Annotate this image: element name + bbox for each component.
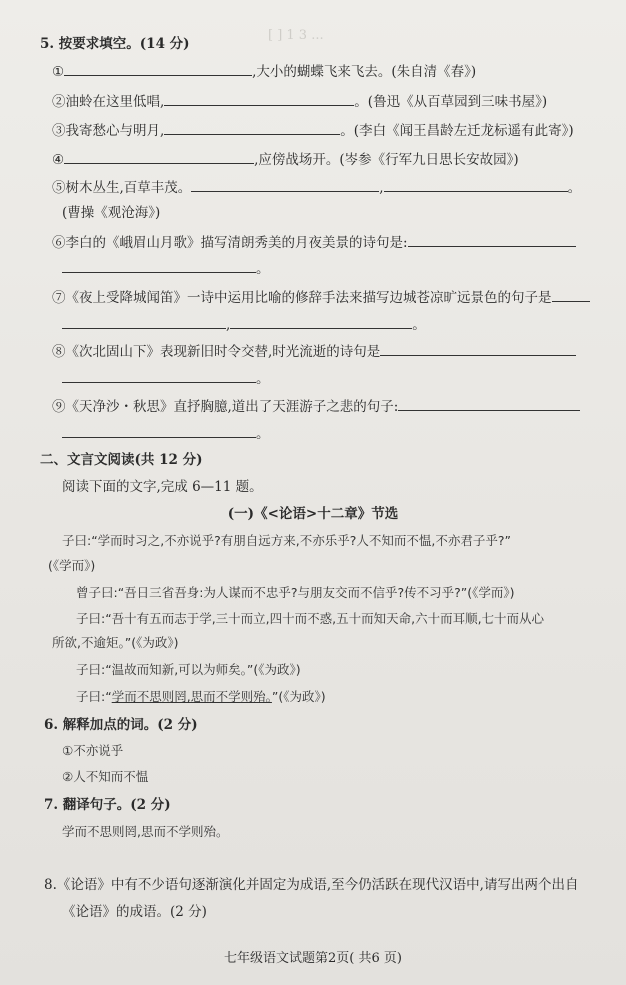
- q5-item-7: ⑦《夜上受降城闻笛》一诗中运用比喻的修辞手法来描写边城苍凉旷远景色的句子是: [52, 288, 626, 307]
- answer-blank[interactable]: [398, 397, 580, 411]
- passage-line: 曾子曰:“吾日三省吾身:为人谋而不忠乎?与朋友交而不信乎?传不习乎?”(《学而》): [76, 585, 515, 600]
- q5-item-9: ⑨《天净沙・秋思》直抒胸臆,道出了天涯游子之悲的句子:: [52, 397, 626, 416]
- q5-item-9-cont: 。: [62, 424, 626, 443]
- answer-blank[interactable]: [380, 342, 576, 356]
- answer-blank[interactable]: [408, 233, 576, 247]
- passage-line: (《学而》): [48, 558, 96, 573]
- q6-item-1: ①不亦说乎: [62, 743, 124, 758]
- q5-item-6: ⑥李白的《峨眉山月歌》描写清朗秀美的月夜美景的诗句是:: [52, 233, 626, 252]
- q6-header: 6. 解释加点的词。(2 分): [44, 717, 198, 733]
- answer-blank[interactable]: [552, 288, 590, 302]
- answer-blank[interactable]: [230, 315, 412, 329]
- q8-line-2: 《论语》的成语。(2 分): [62, 904, 207, 920]
- q7-header: 7. 翻译句子。(2 分): [44, 797, 171, 813]
- passage-line: 所欲,不逾矩。”(《为政》): [52, 635, 179, 650]
- answer-blank[interactable]: [64, 150, 254, 164]
- q5-item-8: ⑧《次北固山下》表现新旧时令交替,时光流逝的诗句是: [52, 342, 626, 361]
- answer-blank[interactable]: [384, 178, 568, 192]
- passage-line-underlined: 子曰:“学而不思则罔,思而不学则殆。”(《为政》): [76, 689, 326, 704]
- answer-blank[interactable]: [62, 315, 226, 329]
- answer-blank[interactable]: [191, 178, 379, 192]
- q5-item-5: ⑤树木丛生,百草丰茂。 , 。: [52, 180, 582, 196]
- answer-blank[interactable]: [164, 121, 340, 135]
- faint-bleedthrough-text: [ ] 1 3 ...: [268, 28, 324, 43]
- q5-item-6-cont: 。: [62, 259, 626, 278]
- q7-sentence: 学而不思则罔,思而不学则殆。: [62, 824, 229, 839]
- q5-item-5-source: (曹操《观沧海》): [62, 205, 161, 221]
- passage-line: 子曰:“吾十有五而志于学,三十而立,四十而不惑,五十而知天命,六十而耳顺,七十而从心: [76, 611, 545, 626]
- passage-title: (一)《<论语>十二章》节选: [227, 506, 399, 522]
- answer-blank[interactable]: [164, 92, 354, 106]
- answer-blank[interactable]: [62, 259, 256, 273]
- answer-blank[interactable]: [62, 369, 256, 383]
- section2-header: 二、文言文阅读(共 12 分): [40, 452, 203, 468]
- q6-item-2: ②人不知而不愠: [62, 769, 149, 784]
- page-footer: 七年级语文试题第2页( 共6 页): [224, 951, 402, 966]
- passage-line: 子曰:“温故而知新,可以为师矣。”(《为政》): [76, 662, 301, 677]
- answer-blank[interactable]: [62, 424, 256, 438]
- q5-item-3: ③我寄愁心与明月, 。(李白《闻王昌龄左迁龙标遥有此寄》): [52, 123, 574, 139]
- section2-instruction: 阅读下面的文字,完成 6—11 题。: [62, 479, 263, 495]
- q5-header: 5. 按要求填空。(14 分): [40, 36, 190, 52]
- q5-item-7-cont: , 。: [62, 315, 626, 334]
- q5-item-2: ②油蛉在这里低唱, 。(鲁迅《从百草园到三味书屋》): [52, 94, 548, 110]
- q5-item-4: ④ ,应傍战场开。(岑参《行军九日思长安故园》): [52, 152, 519, 168]
- q5-item-8-cont: 。: [62, 369, 626, 388]
- q8-line-1: 8.《论语》中有不少语句逐渐演化并固定为成语,至今仍活跃在现代汉语中,请写出两个出自: [44, 877, 579, 893]
- passage-line: 子曰:“学而时习之,不亦说乎?有朋自远方来,不亦乐乎?人不知而不愠,不亦君子乎?”: [62, 533, 511, 548]
- answer-blank[interactable]: [64, 62, 252, 76]
- q5-item-1: ① ,大小的蝴蝶飞来飞去。(朱自清《春》): [52, 64, 477, 80]
